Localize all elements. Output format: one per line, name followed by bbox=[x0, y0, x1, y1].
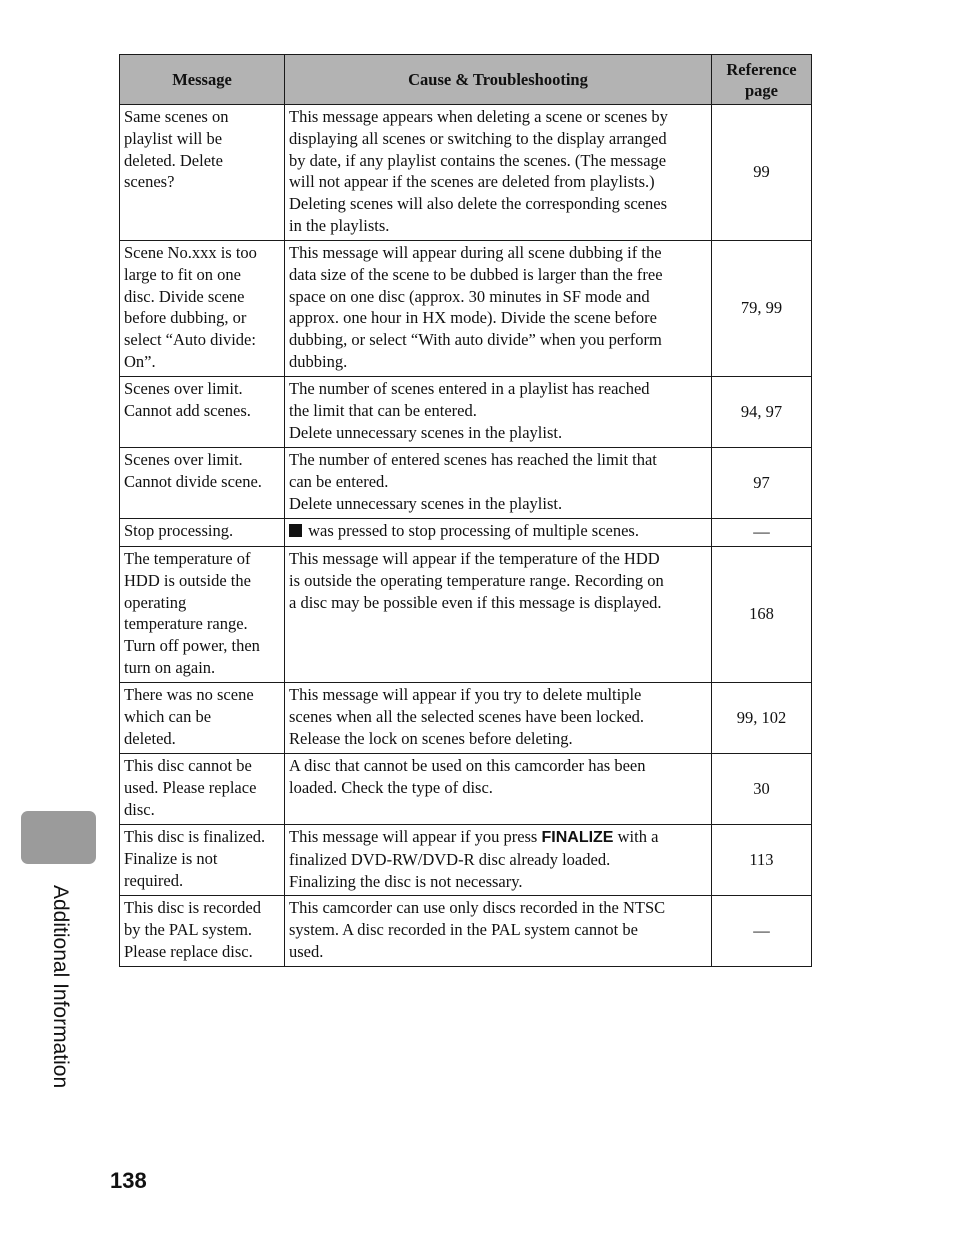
cause-cell bbox=[285, 547, 712, 683]
message-cell bbox=[120, 825, 285, 896]
message-line: Finalize is not bbox=[124, 848, 218, 868]
header-reference-line: page bbox=[745, 80, 778, 100]
cause-line: will not appear if the scenes are deleted from playlists.) bbox=[289, 172, 655, 192]
header-reference-line: Reference bbox=[726, 59, 797, 79]
reference-page-cell: 113 bbox=[712, 825, 812, 896]
reference-page-cell: 99 bbox=[712, 105, 812, 241]
cause-line: dubbing. bbox=[289, 351, 348, 371]
message-line: used. Please replace bbox=[124, 777, 257, 797]
cause-line: A disc that cannot be used on this camcorder has been bbox=[289, 756, 646, 775]
section-tab-marker bbox=[21, 811, 96, 864]
message-line: This disc cannot be bbox=[124, 756, 252, 775]
cause-text: with a bbox=[613, 827, 659, 846]
cause-line: Delete unnecessary scenes in the playlist. bbox=[289, 493, 563, 513]
message-line: select “Auto divide: bbox=[124, 330, 256, 350]
message-line: Stop processing. bbox=[124, 521, 234, 540]
cause-line: the limit that can be entered. bbox=[289, 400, 477, 420]
cause-line: This message will appear during all scene dubbing if the bbox=[289, 243, 662, 262]
header-reference bbox=[712, 55, 812, 105]
cause-line: displaying all scenes or switching to the display arranged bbox=[289, 128, 667, 148]
stop-square-icon bbox=[289, 524, 302, 537]
reference-page-cell: 99, 102 bbox=[712, 683, 812, 754]
message-line: temperature range. bbox=[124, 614, 248, 634]
message-line: Cannot add scenes. bbox=[124, 400, 251, 420]
message-line: deleted. Delete bbox=[124, 150, 223, 170]
cause-line: The number of entered scenes has reached the limit that bbox=[289, 450, 657, 469]
message-line: before dubbing, or bbox=[124, 308, 247, 328]
cause-cell bbox=[285, 896, 712, 967]
cause-line bbox=[289, 520, 707, 542]
cause-line: Delete unnecessary scenes in the playlist. bbox=[289, 422, 563, 442]
cause-line: loaded. Check the type of disc. bbox=[289, 777, 493, 797]
cause-line: data size of the scene to be dubbed is larger than the free bbox=[289, 264, 663, 284]
error-message-table bbox=[119, 54, 812, 967]
message-line: playlist will be bbox=[124, 128, 223, 148]
message-line: Scenes over limit. bbox=[124, 450, 243, 469]
table-row bbox=[120, 547, 812, 683]
message-cell bbox=[120, 547, 285, 683]
cause-cell bbox=[285, 377, 712, 448]
message-line: This disc is finalized. bbox=[124, 827, 266, 846]
message-line: Scenes over limit. bbox=[124, 379, 243, 398]
cause-line: This message will appear if the temperature of the HDD bbox=[289, 549, 660, 568]
message-line: There was no scene bbox=[124, 685, 254, 704]
message-line: disc. bbox=[124, 799, 155, 819]
table-header-row bbox=[120, 55, 812, 105]
table-row bbox=[120, 825, 812, 896]
cause-line: Deleting scenes will also delete the corresponding scenes bbox=[289, 194, 668, 214]
message-cell bbox=[120, 377, 285, 448]
reference-page-cell: 30 bbox=[712, 754, 812, 825]
cause-line: is outside the operating temperature range. Recording on bbox=[289, 570, 664, 590]
table-row bbox=[120, 754, 812, 825]
cause-line: This camcorder can use only discs recorded in the NTSC bbox=[289, 898, 666, 917]
cause-cell bbox=[285, 683, 712, 754]
reference-page-cell: 79, 99 bbox=[712, 241, 812, 377]
cause-line: Release the lock on scenes before deleting. bbox=[289, 728, 573, 748]
message-cell bbox=[120, 754, 285, 825]
cause-cell bbox=[285, 105, 712, 241]
cause-line: a disc may be possible even if this message is displayed. bbox=[289, 592, 662, 612]
message-cell bbox=[120, 896, 285, 967]
message-line: Turn off power, then bbox=[124, 636, 260, 656]
table-row bbox=[120, 105, 812, 241]
message-line: On”. bbox=[124, 351, 156, 371]
cause-line: used. bbox=[289, 941, 324, 961]
message-line: Cannot divide scene. bbox=[124, 471, 262, 491]
message-cell bbox=[120, 241, 285, 377]
message-cell bbox=[120, 683, 285, 754]
message-line: operating bbox=[124, 592, 187, 612]
header-cause: Cause & Troubleshooting bbox=[285, 55, 712, 105]
table-row bbox=[120, 519, 812, 547]
table-row bbox=[120, 683, 812, 754]
reference-page-cell: — bbox=[712, 519, 812, 547]
message-line: large to fit on one bbox=[124, 264, 241, 284]
cause-line: in the playlists. bbox=[289, 215, 390, 235]
side-section-label: Additional Information bbox=[49, 885, 72, 1089]
cause-line: Finalizing the disc is not necessary. bbox=[289, 871, 523, 891]
message-line: turn on again. bbox=[124, 657, 216, 677]
cause-line: approx. one hour in HX mode). Divide the scene before bbox=[289, 308, 657, 328]
reference-page-cell: 94, 97 bbox=[712, 377, 812, 448]
message-line: required. bbox=[124, 870, 184, 890]
finalize-key-label: FINALIZE bbox=[541, 829, 614, 846]
message-line: Scene No.xxx is too bbox=[124, 243, 257, 262]
message-line: Please replace disc. bbox=[124, 941, 253, 961]
table-row bbox=[120, 448, 812, 519]
message-line: scenes? bbox=[124, 172, 175, 192]
cause-line: This message will appear if you try to delete multiple bbox=[289, 685, 642, 704]
message-line: disc. Divide scene bbox=[124, 286, 245, 306]
message-line: which can be bbox=[124, 706, 212, 726]
cause-line: scenes when all the selected scenes have been locked. bbox=[289, 706, 645, 726]
cause-line: space on one disc (approx. 30 minutes in SF mode and bbox=[289, 286, 650, 306]
message-line: deleted. bbox=[124, 728, 176, 748]
message-line: HDD is outside the bbox=[124, 570, 251, 590]
message-line: This disc is recorded bbox=[124, 898, 262, 917]
cause-line: This message appears when deleting a scene or scenes by bbox=[289, 107, 668, 126]
message-cell bbox=[120, 519, 285, 547]
reference-page-cell: 168 bbox=[712, 547, 812, 683]
reference-page-cell: — bbox=[712, 896, 812, 967]
cause-text: was pressed to stop processing of multiple scenes. bbox=[308, 521, 639, 540]
header-message: Message bbox=[120, 55, 285, 105]
message-line: by the PAL system. bbox=[124, 919, 253, 939]
reference-page-cell: 97 bbox=[712, 448, 812, 519]
cause-line: by date, if any playlist contains the scenes. (The message bbox=[289, 150, 667, 170]
message-cell bbox=[120, 448, 285, 519]
cause-text: This message will appear if you press bbox=[289, 827, 542, 846]
cause-line: finalized DVD-RW/DVD-R disc already loaded. bbox=[289, 849, 611, 869]
cause-line: system. A disc recorded in the PAL system cannot be bbox=[289, 919, 638, 939]
table-row bbox=[120, 896, 812, 967]
cause-line: can be entered. bbox=[289, 471, 389, 491]
message-cell bbox=[120, 105, 285, 241]
page-number: 138 bbox=[110, 1168, 147, 1193]
cause-cell bbox=[285, 825, 712, 896]
message-line: Same scenes on bbox=[124, 107, 229, 126]
cause-line: The number of scenes entered in a playlist has reached bbox=[289, 379, 650, 398]
cause-cell bbox=[285, 519, 712, 547]
cause-cell bbox=[285, 754, 712, 825]
cause-line: dubbing, or select “With auto divide” when you perform bbox=[289, 330, 662, 350]
table-row bbox=[120, 241, 812, 377]
cause-cell bbox=[285, 241, 712, 377]
message-line: The temperature of bbox=[124, 549, 251, 568]
table-row bbox=[120, 377, 812, 448]
cause-line bbox=[289, 826, 707, 849]
cause-cell bbox=[285, 448, 712, 519]
